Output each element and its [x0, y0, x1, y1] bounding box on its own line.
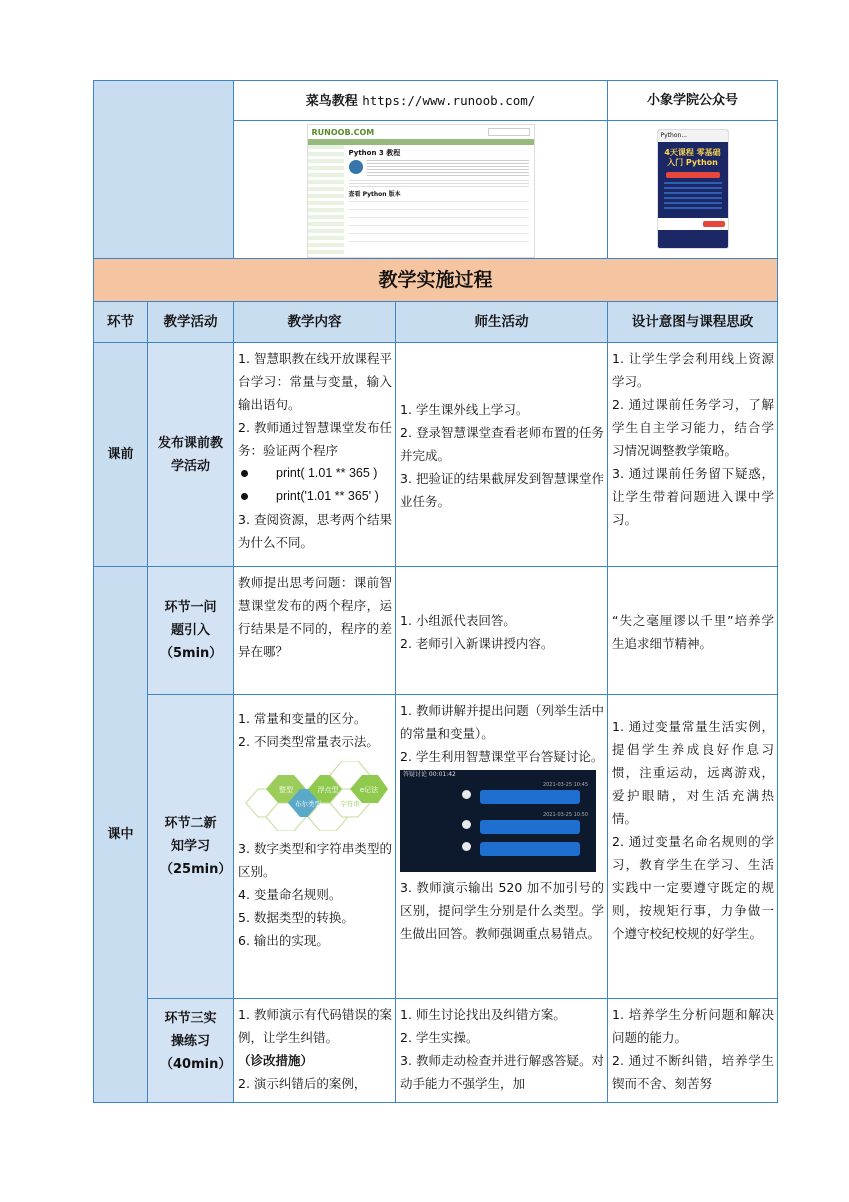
content-item: 2. 教师通过智慧课堂发布任务：验证两个程序	[238, 420, 392, 458]
search-icon	[488, 128, 530, 136]
intent-pre-class	[608, 343, 778, 567]
table-row-step1	[94, 567, 778, 695]
content-step1	[234, 567, 396, 695]
table-row-pre-class	[94, 343, 778, 567]
runoob-label: 菜鸟教程	[305, 93, 358, 109]
activity-label: 发布课前教学活动	[158, 435, 224, 474]
code-bullet	[238, 462, 392, 485]
table-header-row	[94, 302, 778, 343]
activities-step2	[396, 695, 608, 999]
hex-label: e记法	[359, 786, 379, 794]
hex-label: 浮点型	[317, 786, 339, 794]
activity-step2	[148, 695, 234, 999]
activities-step1	[396, 567, 608, 695]
chat-bubble	[480, 842, 580, 856]
runoob-section: 查看 Python 版本	[348, 191, 401, 198]
code-line: print( 1.01 ** 365 )	[276, 466, 378, 480]
phone-title: Python...	[658, 130, 728, 142]
activity-item: 2. 登录智慧课堂查看老师布置的任务并完成。	[400, 425, 605, 463]
activity-item: 1. 师生讨论找出及纠错方案。	[400, 1007, 566, 1022]
content-item: 1. 常量和变量的区分。	[238, 711, 367, 726]
content-item: 1. 智慧职教在线开放课程平台学习：常量与变量，输入输出语句。	[238, 351, 392, 412]
activities-pre-class	[396, 343, 608, 567]
avatar	[462, 820, 471, 829]
activity-label: 环节二新知学习（25min）	[160, 816, 232, 877]
intent-item: 2. 通过变量名命名规则的学习，教育学生在学习、生活实践中一定要遵守既定的规则，按规矩行事，力争做一个遵守校纪校规的好学生。	[612, 834, 775, 941]
xiaoxiang-screenshot-cell	[608, 121, 778, 259]
discussion-screenshot	[400, 770, 596, 872]
header-teacher-student: 师生活动	[396, 302, 608, 343]
table-row-step2	[94, 695, 778, 999]
intent-item: “失之毫厘谬以千里”培养学生追求细节精神。	[612, 612, 775, 651]
activities-step3	[396, 999, 608, 1103]
content-item: 2. 不同类型常量表示法。	[238, 734, 379, 749]
intent-item: 1. 让学生学会利用线上资源学习。	[612, 351, 775, 389]
hexagon-diagram	[238, 761, 388, 831]
xiaoxiang-label: 小象学院公众号	[647, 93, 739, 108]
chat-time: 2021-03-25 10:50	[542, 812, 588, 818]
intent-step2	[608, 695, 778, 999]
activity-step1	[148, 567, 234, 695]
content-item: 6. 输出的实现。	[238, 933, 329, 948]
activity-item: 1. 学生课外线上学习。	[400, 402, 529, 417]
avatar	[462, 842, 471, 851]
runoob-label-cell	[234, 81, 608, 121]
runoob-screenshot	[307, 124, 535, 258]
content-item: 1. 教师演示有代码错误的案例，让学生纠错。	[238, 1007, 392, 1045]
chat-header: 答疑讨论 00:01:42	[403, 771, 456, 778]
content-item: 教师提出思考问题：课前智慧课堂发布的两个程序，运行结果是不同的，程序的差异在哪？	[238, 575, 392, 659]
activity-pre-class	[148, 343, 234, 567]
content-step3	[234, 999, 396, 1103]
activity-item: 1. 小组派代表回答。	[400, 612, 516, 628]
section-title: 教学实施过程	[378, 268, 493, 291]
phone-banner: 4天课程 零基础入门 Python	[664, 148, 721, 167]
activity-item: 1. 教师讲解并提出问题（列举生活中的常量和变量）。	[400, 703, 605, 741]
hex-label: 整型	[279, 786, 293, 794]
content-item: 2. 演示纠错后的案例，	[238, 1076, 367, 1091]
xiaoxiang-label-cell	[608, 81, 778, 121]
table-row-step3	[94, 999, 778, 1103]
bullet-icon	[241, 470, 248, 477]
header-stage: 环节	[94, 302, 148, 343]
stage-label: 课前	[107, 447, 134, 462]
bullet-icon	[241, 493, 248, 500]
content-item: （诊改措施）	[238, 1053, 314, 1068]
runoob-logo: RUNOOB.COM	[311, 127, 375, 137]
hex-label: 布尔类型	[295, 800, 321, 808]
content-item: 3. 数字类型和字符串类型的区别。	[238, 841, 392, 879]
intent-item: 2. 通过不断纠错，培养学生锲而不舍、刻苦努	[612, 1053, 775, 1091]
xiaoxiang-phone-screenshot	[657, 129, 729, 249]
follow-button[interactable]	[703, 221, 725, 227]
content-item: 4. 变量命名规则。	[238, 887, 342, 902]
code-line: print('1.01 ** 365' )	[276, 489, 379, 503]
stage-pre-class	[94, 343, 148, 567]
content-pre-class	[234, 343, 396, 567]
activity-label: 环节三实操练习（40min）	[160, 1011, 232, 1072]
runoob-screenshot-cell	[234, 121, 608, 259]
intent-step1	[608, 567, 778, 695]
hex-label: 字符串	[340, 800, 360, 808]
content-item: 5. 数据类型的转换。	[238, 910, 354, 925]
stage-in-class	[94, 567, 148, 1103]
chat-bubble	[480, 790, 580, 804]
intent-item: 3. 通过课前任务留下疑惑，让学生带着问题进入课中学习。	[612, 466, 775, 527]
runoob-url[interactable]: https://www.runoob.com/	[362, 92, 536, 108]
intent-item: 1. 培养学生分析问题和解决问题的能力。	[612, 1007, 775, 1045]
runoob-page-title: Python 3 教程	[348, 149, 401, 157]
runoob-sidebar	[308, 145, 344, 255]
section-banner	[94, 259, 778, 302]
resource-side-cell	[94, 81, 234, 259]
activity-step3	[148, 999, 234, 1103]
code-bullet	[238, 485, 392, 508]
activity-item: 2. 学生实操。	[400, 1030, 479, 1045]
python-logo-icon	[349, 160, 363, 174]
intent-item: 2. 通过课前任务学习，了解学生自主学习能力，结合学习情况调整教学策略。	[612, 397, 775, 458]
activity-label: 环节一问题引入（5min）	[160, 600, 223, 661]
header-activity: 教学活动	[148, 302, 234, 343]
activity-item: 2. 学生利用智慧课堂平台答疑讨论。	[400, 749, 604, 764]
activity-item: 3. 把验证的结果截屏发到智慧课堂作业任务。	[400, 471, 605, 509]
chat-time: 2021-03-25 10:45	[542, 782, 588, 788]
lesson-plan-table	[93, 80, 778, 1103]
header-content: 教学内容	[234, 302, 396, 343]
intent-step3	[608, 999, 778, 1103]
activity-item: 3. 教师走动检查并进行解惑答疑。对动手能力不强学生，加	[400, 1053, 605, 1091]
activity-item: 3. 教师演示输出 520 加不加引号的区别，提问学生分别是什么类型。学生做出回答。教师强调重点易错点。	[400, 880, 605, 941]
intent-item: 1. 通过变量常量生活实例，提倡学生养成良好作息习惯，注重运动，远离游戏，爱护眼睛，对生活充满热情。	[612, 719, 775, 826]
chat-bubble	[480, 820, 580, 834]
avatar	[462, 790, 471, 799]
stage-label: 课中	[107, 827, 134, 842]
lesson-plan-page	[93, 80, 777, 1103]
header-design-intent: 设计意图与课程思政	[608, 302, 778, 343]
activity-item: 2. 老师引入新课讲授内容。	[400, 635, 554, 651]
content-step2	[234, 695, 396, 999]
content-item: 3. 查阅资源，思考两个结果为什么不同。	[238, 512, 392, 550]
